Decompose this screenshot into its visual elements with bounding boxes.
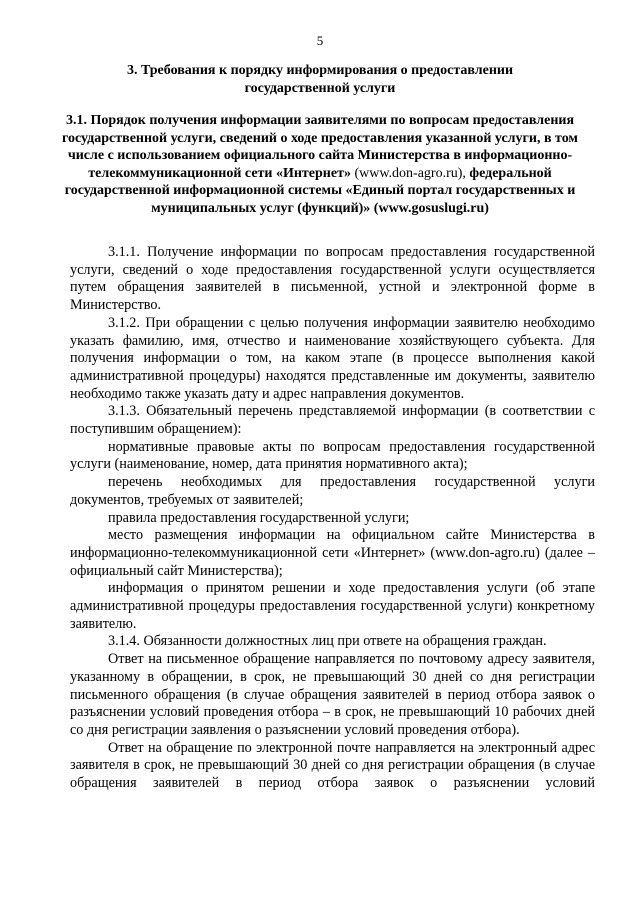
list-item-rules: правила предоставления государственной услуги; xyxy=(108,509,410,526)
subsection-title-part-1: 3.1. Порядок получения информации заявителями по вопросам предоставления государственной услуги, сведений о ходе предоставления указанной услуги, в том числе с использованием официального сайта Министерства в информационно-телекоммуникационной сети «Интернет» xyxy=(62,113,578,181)
list-item-website: место размещения информации на официальном сайте Министерства в информационно-телекоммуникационной сети «Интернет» (www.don-agro.ru) (далее – официальный сайт Министерства); xyxy=(70,527,595,579)
subsection-title xyxy=(60,112,580,217)
section-title xyxy=(60,62,580,97)
section-title-line-1: 3. Требования к порядку информирования о предоставлении xyxy=(126,63,514,78)
subsection-title-url: (www.don-agro.ru), xyxy=(354,165,466,181)
page-number: 5 xyxy=(316,33,324,48)
paragraph-email-reply: Ответ на обращение по электронной почте направляется на электронный адрес заявителя в срок, не превышающий 30 дней со дня регистрации обращения (в случае обращения заявителей в период отбора заявок о разъяснении условий xyxy=(70,739,595,792)
section-title-line-2: государственной услуги xyxy=(244,80,396,96)
list-item-decision-info: информация о принятом решении и ходе предоставления услуги (об этапе административной процедуры предоставления государственной услуги) конкретному заявителю. xyxy=(70,580,595,632)
paragraph-3-1-2: 3.1.2. При обращении с целью получения информации заявителю необходимо указать фамилию, имя, отчество и наименование хозяйствующего субъекта. Для получения информации о том, на каком этапе (в процессе выполнения какой административной процедуры) находятся представленные им документы, заявителю необходимо также указать дату и адрес направления документов. xyxy=(70,314,595,402)
document-body xyxy=(70,244,595,793)
subsection-title-part-2: федеральной государственной информационной системы «Единый портал государственных и муниципальных услуг (функций)» (www.gosuslugi.ru) xyxy=(64,165,576,216)
paragraph-written-reply: Ответ на письменное обращение направляется по почтовому адресу заявителя, указанному в обращении, в срок, не превышающий 30 дней со дня регистрации письменного обращения (в случае обращения заявителей в период отбора заявок о разъяснении условий проведения отбора – в срок, не превышающий 10 рабочих дней со дня регистрации заявления о разъяснении условий проведения отбора). xyxy=(70,651,595,738)
paragraph-3-1-3: 3.1.3. Обязательный перечень представляемой информации (в соответствии с поступившим обращением): xyxy=(70,403,595,438)
list-item-normative-acts: нормативные правовые акты по вопросам предоставления государственной услуги (наименование, номер, дата принятия нормативного акта); xyxy=(70,438,595,473)
paragraph-3-1-1: 3.1.1. Получение информации по вопросам предоставления государственной услуги, сведений о ходе предоставления государственной услуги осуществляется путем обращения заявителей в письменной, устной и электронной форме в Министерство. xyxy=(70,244,595,314)
paragraph-3-1-4: 3.1.4. Обязанности должностных лиц при ответе на обращения граждан. xyxy=(108,633,547,650)
list-item-documents: перечень необходимых для предоставления государственной услуги документов, требуемых от заявителей; xyxy=(70,474,595,508)
